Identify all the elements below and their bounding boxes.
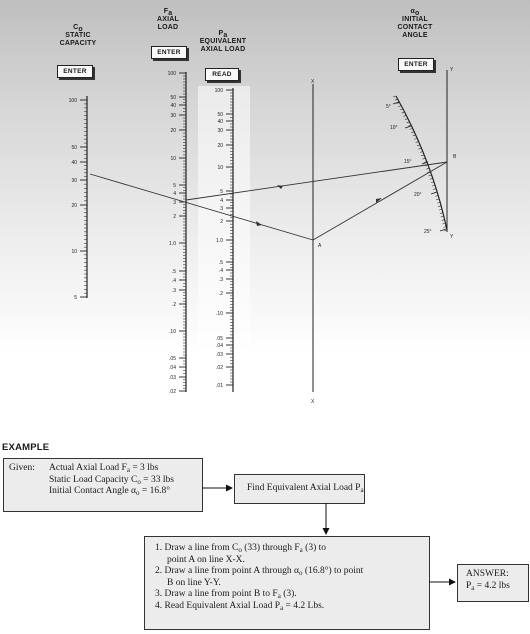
tick-label: 20 [170, 127, 176, 134]
pa-scale-ticks [215, 88, 233, 389]
tick-label: 50 [170, 94, 176, 101]
tick-label: .5 [218, 259, 223, 266]
tick-label: 30 [170, 112, 176, 119]
tick-label: 10 [170, 155, 176, 162]
tick-label: 30 [217, 127, 223, 134]
tick-label: 40 [71, 159, 77, 166]
minor-tick [417, 145, 420, 146]
minor-tick [403, 115, 406, 116]
tick-label: .01 [216, 382, 223, 389]
tick-label: 5 [220, 188, 223, 195]
tick-label: 5° [386, 104, 391, 110]
tick-label: 10 [71, 248, 77, 255]
alpha-symbol: α [410, 8, 416, 15]
major-tick [431, 192, 437, 194]
minor-tick [400, 109, 403, 110]
point-b-label: B [453, 154, 457, 160]
tick-label: 4 [173, 190, 176, 197]
example-heading: EXAMPLE [2, 442, 50, 453]
tick-label: .4 [218, 267, 223, 274]
tick-label: .03 [216, 351, 223, 358]
tick-label: 30 [71, 177, 77, 184]
tick-label: 10 [217, 164, 223, 171]
tick-label: 5 [74, 294, 77, 301]
pa-subscript: a [223, 32, 228, 39]
point-a-label: A [318, 243, 322, 249]
minor-tick [411, 132, 414, 133]
step-line: 2. Draw a line from point A through $\alpha_o$ (16.8°) to point [155, 566, 364, 577]
example-section [0, 430, 530, 634]
step-line: 1. Draw a line from $C_o$ (33) through $F_a$ (3) to [155, 543, 326, 554]
line-b-to-fa [186, 162, 447, 200]
given-line-axial-load: Actual Axial Load $F_a = 3$ lbs [49, 463, 159, 474]
tick-label: .4 [171, 277, 176, 284]
co-title-line-1: STATIC [65, 32, 91, 39]
tick-label: 40 [217, 118, 223, 125]
tick-label: 5 [173, 182, 176, 189]
tick-label: .3 [171, 287, 176, 294]
fa-title-line-1: AXIAL [157, 16, 179, 23]
flow-arrows [0, 430, 530, 634]
fa-scale-ticks [168, 71, 186, 395]
alpha-scale-ticks [386, 96, 447, 235]
tick-label: 1.0 [169, 240, 176, 247]
tick-label: 100 [167, 70, 176, 77]
minor-tick [416, 142, 419, 143]
given-line-contact-angle: Initial Contact Angle $\alpha_o = 16.8^\circ$ [49, 486, 171, 497]
tick-label: 20 [71, 202, 77, 209]
tick-label: 4 [220, 197, 223, 204]
pa-symbol: P [218, 30, 224, 37]
minor-tick [393, 96, 396, 97]
co-scale-ticks [69, 98, 87, 301]
tick-label: .2 [218, 290, 223, 297]
tick-label: .10 [216, 310, 223, 317]
tick-label: 100 [68, 97, 77, 104]
answer-label: ANSWER: [466, 569, 509, 579]
tick-label: 2 [173, 213, 176, 220]
tick-label: .3 [218, 276, 223, 283]
minor-tick [405, 119, 408, 120]
tick-label: 50 [71, 144, 77, 151]
tick-label: .05 [216, 335, 223, 342]
tick-label: .04 [216, 342, 223, 349]
tick-label: .2 [171, 301, 176, 308]
minor-tick [407, 122, 410, 123]
minor-tick [421, 155, 424, 156]
tick-label: 100 [214, 87, 223, 94]
tick-label: 20 [217, 142, 223, 149]
pa-title-line-2: AXIAL LOAD [200, 46, 246, 53]
major-tick [405, 126, 411, 128]
alpha-title-line-2: CONTACT [397, 24, 433, 31]
find-text: Find Equivalent Axial Load $P_a$ [247, 483, 364, 494]
arrow-co-line [256, 221, 262, 226]
minor-tick [413, 135, 416, 136]
answer-value: $P_a = 4.2$ lbs [466, 580, 510, 592]
step-line: point A on line X-X. [167, 554, 245, 565]
pa-title-line-1: EQUIVALENT [199, 38, 247, 45]
yy-bottom-label: Y [450, 234, 454, 240]
alpha-enter-button[interactable]: ENTER [398, 58, 434, 71]
step-line: B on line Y-Y. [167, 577, 221, 588]
alpha-title-line-1: INITIAL [402, 16, 428, 23]
tick-label: 1.0 [216, 237, 223, 244]
co-enter-button[interactable]: ENTER [57, 65, 93, 78]
minor-tick [414, 138, 417, 139]
tick-label: 10° [390, 125, 398, 131]
tick-label: 25° [424, 229, 432, 235]
step-line: 4. Read Equivalent Axial Load $P_a = 4.2$ Lbs. [155, 600, 325, 612]
co-subscript: o [78, 26, 83, 33]
tick-label: 40 [170, 102, 176, 109]
fa-symbol: F [163, 8, 169, 15]
tick-label: 20° [414, 192, 422, 198]
tick-label: .03 [169, 374, 176, 381]
fa-enter-button[interactable]: ENTER [151, 46, 187, 59]
minor-tick [402, 112, 405, 113]
xx-top-label: X [311, 79, 315, 85]
tick-label: .05 [169, 355, 176, 362]
tick-label: 50 [217, 111, 223, 118]
fa-title-line-2: LOAD [157, 24, 179, 31]
fa-subscript: a [168, 10, 173, 17]
pa-read-button[interactable]: READ [205, 68, 239, 81]
minor-tick [422, 158, 425, 159]
minor-tick [420, 151, 423, 152]
alpha-subscript: o [415, 10, 420, 17]
tick-label: .5 [171, 268, 176, 275]
given-label: Given: [9, 463, 35, 473]
tick-label: .02 [216, 364, 223, 371]
minor-tick [410, 128, 413, 129]
tick-label: .04 [169, 364, 176, 371]
xx-bottom-label: X [311, 399, 315, 405]
given-line-static-capacity: Static Load Capacity $C_o = 33$ lbs [49, 474, 174, 486]
tick-label: .02 [169, 388, 176, 395]
minor-tick [395, 99, 398, 100]
tick-label: 3 [220, 205, 223, 212]
tick-label: 15° [404, 159, 412, 165]
step-line: 3. Draw a line from point B to $F_a$ (3). [155, 589, 297, 600]
tick-label: .10 [169, 328, 176, 335]
co-title-line-2: CAPACITY [59, 40, 97, 47]
minor-tick [398, 106, 401, 107]
tick-label: 3 [173, 199, 176, 206]
line-co-to-a [90, 174, 313, 240]
alpha-title-line-3: ANGLE [402, 32, 428, 39]
yy-top-label: Y [450, 67, 454, 73]
co-symbol: C [73, 24, 79, 31]
tick-label: 2 [220, 218, 223, 225]
minor-tick [418, 148, 421, 149]
